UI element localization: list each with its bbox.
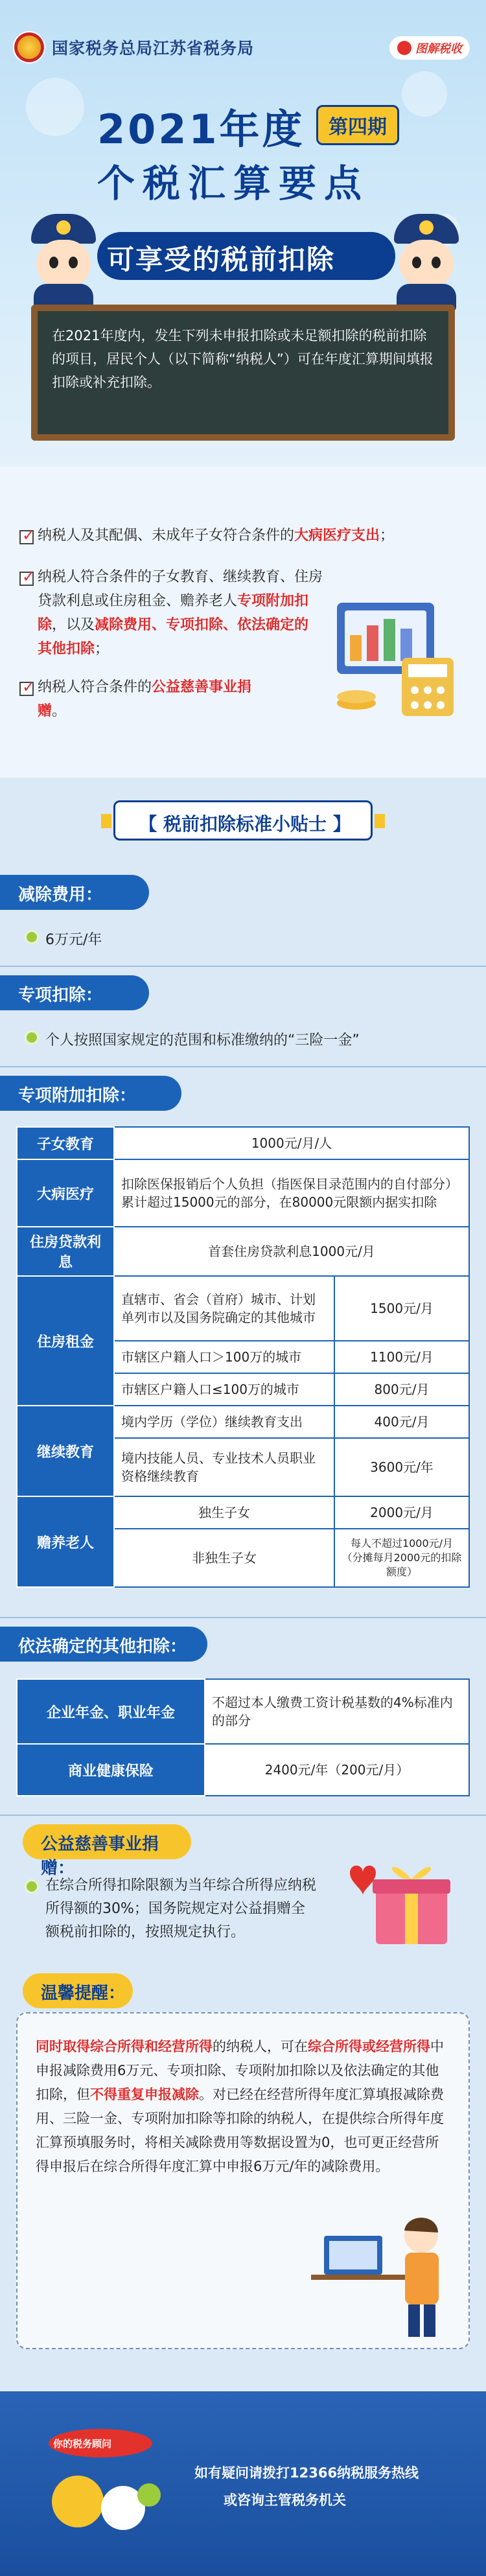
special-deduction-text: 个人按照国家规定的范围和标准缴纳的“三险一金” xyxy=(45,1032,360,1049)
check-icon xyxy=(19,572,34,586)
table-cell: 境内学历（学位）继续教育支出 xyxy=(114,1406,334,1438)
divider xyxy=(0,1617,486,1618)
table-cell: 首套住房贷款利息1000元/月 xyxy=(114,1227,469,1276)
table-cell: 直辖市、省会（首府）城市、计划单列市以及国务院确定的其他城市 xyxy=(114,1276,334,1341)
table-cell: 3600元/年 xyxy=(334,1438,469,1496)
row-category: 住房贷款利息 xyxy=(17,1227,114,1276)
intro-item-medical: 纳税人及其配偶、未成年子女符合条件的大病医疗支出； xyxy=(38,528,395,544)
section-header-charity: 公益慈善事业捐赠： xyxy=(23,1824,191,1859)
bullet-dot-icon xyxy=(25,930,39,944)
row-category: 企业年金、职业年金 xyxy=(17,1679,205,1744)
deduction-fee-value: 6万元/年 xyxy=(45,932,102,948)
other-deduction-table xyxy=(16,1678,470,1796)
decor-bubble xyxy=(26,78,84,136)
bullet-dot-icon xyxy=(25,1879,39,1894)
table-cell: 独生子女 xyxy=(114,1496,334,1529)
table-cell: 400元/月 xyxy=(334,1406,469,1438)
series-badge xyxy=(389,36,470,60)
office-worker-illustration xyxy=(305,2197,454,2339)
table-cell: 境内技能人员、专业技术人员职业资格继续教育 xyxy=(114,1438,334,1496)
officer-right-illustration xyxy=(388,214,465,311)
table-row xyxy=(17,1276,469,1341)
warm-tips-text: 同时取得综合所得和经营所得的纳税人，可在综合所得或经营所得中申报减除费用6万元、专项扣除、专项附加扣除以及依法确定的其他扣除，但不得重复申报减除。对已经在经营所得年度汇算填报减除费用、三险一金、专项附加扣除等扣除的纳税人，在提供综合所得年度汇算预填服务时，将相关减除费用等数据设置为0，也可更正经营所得申报后在综合所得年度汇算中申报6万元/年的减除费用。 xyxy=(36,2039,444,2174)
table-row xyxy=(17,1744,469,1796)
tips-title: 【 税前扣除标准小贴士 】 xyxy=(139,813,351,835)
table-cell: 每人不超过1000元/月（分摊每月2000元的扣除额度） xyxy=(334,1529,469,1587)
row-category: 住房租金 xyxy=(17,1276,114,1406)
table-cell: 1100元/月 xyxy=(334,1341,469,1373)
table-row xyxy=(17,1159,469,1227)
section-header-other: 依法确定的其他扣除： xyxy=(0,1627,207,1662)
table-cell: 800元/月 xyxy=(334,1373,469,1406)
page-title-year: 2021年度 xyxy=(97,106,305,153)
intro-item-charity: 纳税人符合条件的公益慈善事业捐赠。 xyxy=(38,679,252,719)
divider xyxy=(0,966,486,967)
row-category: 继续教育 xyxy=(17,1406,114,1496)
row-category: 子女教育 xyxy=(17,1127,114,1159)
page-title: 个税汇算要点 xyxy=(97,161,370,205)
calculator-illustration xyxy=(324,596,460,719)
issue-tag: 第四期 xyxy=(316,105,399,145)
footer-hotline: 如有疑问请拨打12366纳税服务热线 xyxy=(194,2465,419,2481)
table-row xyxy=(17,1127,469,1159)
decor-bubble xyxy=(402,71,447,117)
divider xyxy=(0,1815,486,1816)
intro-paragraph: 在2021年度内，发生下列未申报扣除或未足额扣除的税前扣除的项目，居民个人（以下简称“纳税人”）可在年度汇算期间填报扣除或补充扣除。 xyxy=(52,328,434,390)
charity-gift-illustration xyxy=(337,1847,467,1957)
check-icon xyxy=(19,530,34,544)
section-header-deduction-fee: 减除费用： xyxy=(0,875,149,910)
bullet-dot-icon xyxy=(25,1030,39,1045)
intro-item-special: 纳税人符合条件的子女教育、继续教育、住房贷款利息或住房租金、赡养老人专项附加扣除，以及减除费用、专项扣除、依法确定的其他扣除； xyxy=(38,569,323,657)
charity-text: 在综合所得扣除限额为当年综合所得应纳税所得额的30%；国务院规定对公益捐赠全额税前扣除的，按照规定执行。 xyxy=(45,1877,317,1940)
section-header-special: 专项扣除： xyxy=(0,975,149,1010)
row-category: 商业健康保险 xyxy=(17,1744,205,1796)
row-category: 大病医疗 xyxy=(17,1159,114,1227)
footer-contact: 或咨询主管税务机关 xyxy=(224,2492,346,2508)
table-row xyxy=(17,1496,469,1529)
table-cell: 2400元/年（200元/月） xyxy=(205,1744,469,1796)
table-row xyxy=(17,1227,469,1276)
table-cell: 2000元/月 xyxy=(334,1496,469,1529)
special-additional-table xyxy=(16,1126,470,1588)
officer-left-illustration xyxy=(25,214,102,311)
check-icon xyxy=(19,682,34,696)
section-header-warm: 温馨提醒： xyxy=(23,1973,133,2008)
table-row xyxy=(17,1679,469,1744)
table-cell: 市辖区户籍人口＞100万的城市 xyxy=(114,1341,334,1373)
table-cell: 不超过本人缴费工资计税基数的4%标准内的部分 xyxy=(205,1679,469,1744)
table-cell: 市辖区户籍人口≤100万的城市 xyxy=(114,1373,334,1406)
footer-logo-text: 你的税务顾问 xyxy=(53,2438,112,2450)
tax-emblem-icon xyxy=(13,31,45,64)
section-header-special-additional: 专项附加扣除： xyxy=(0,1076,181,1111)
bureau-name: 国家税务总局江苏省税务局 xyxy=(52,39,255,58)
tips-title-box xyxy=(113,800,373,841)
table-cell: 1000元/月/人 xyxy=(114,1127,469,1159)
table-cell: 非独生子女 xyxy=(114,1529,334,1587)
subtitle: 可享受的税前扣除 xyxy=(107,244,336,275)
divider xyxy=(0,1066,486,1067)
table-row xyxy=(17,1406,469,1438)
row-category: 赡养老人 xyxy=(17,1496,114,1587)
table-cell: 1500元/月 xyxy=(334,1276,469,1341)
badge-logo-icon xyxy=(397,41,411,55)
table-cell: 扣除医保报销后个人负担（指医保目录范围内的自付部分）累计超过15000元的部分，在80000元限额内据实扣除 xyxy=(114,1159,469,1227)
series-badge-label: 图解税收 xyxy=(415,42,462,56)
bureau-header xyxy=(13,31,254,64)
